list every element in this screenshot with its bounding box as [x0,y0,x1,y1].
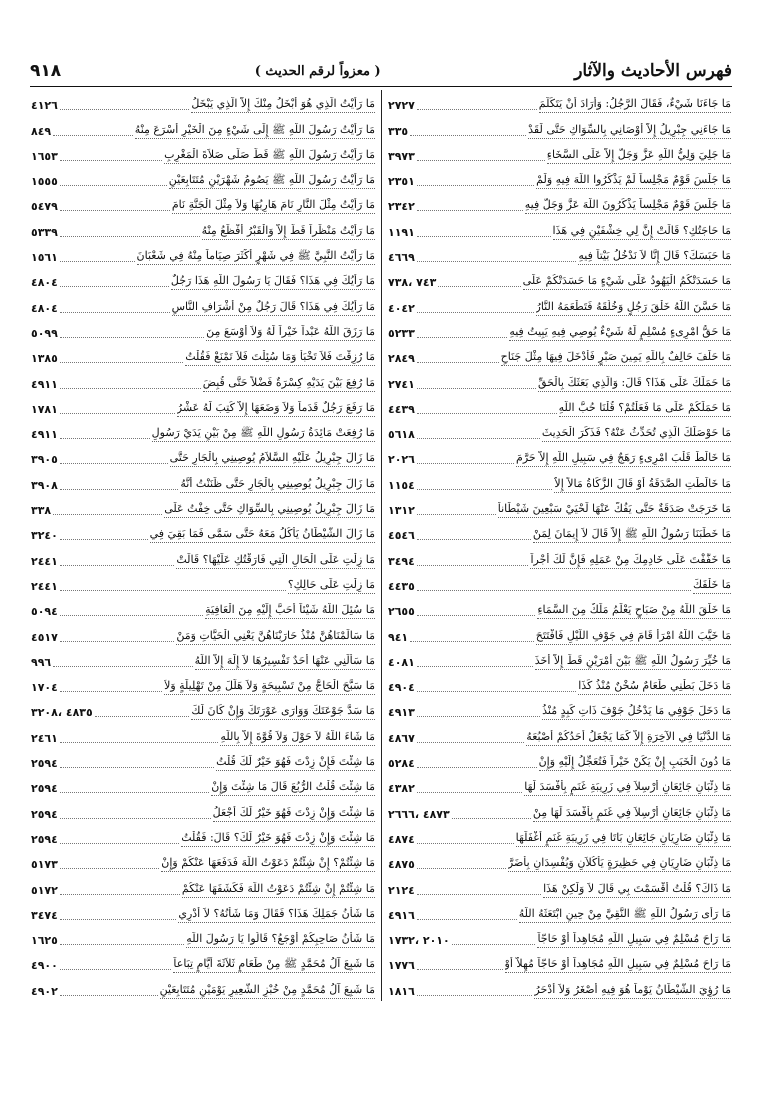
dot-leader [60,236,200,237]
index-entry [382,242,732,267]
hadith-incipit: مَا دَخَلَ جَوْفِي مَا يَدْخُلُ جَوْفَ ذَاتِ كَبِدٍ مُنْذُ [542,704,731,720]
dot-leader [60,489,179,490]
hadith-incipit: مَا حَبَسَكَ؟ قَالَ إِنَّا لاَ نَدْخُلُ بَيْتاً فِيهِ [578,249,731,265]
hadith-incipit: مَا جَلَسَ قَوْمٌ مَجْلِساً يَذْكُرُونَ اللَّهَ عَزَّ وَجَلَّ فِيهِ [525,198,731,214]
hadith-number: ٩٤١ [388,630,409,644]
dot-leader [410,641,534,642]
index-entry [31,343,381,368]
dot-leader [410,135,526,136]
dot-leader [438,286,520,287]
hadith-incipit: مَا رُفِعَتْ مَائِدَةُ رَسُولِ اللَّهِ ﷺ مِنْ بَيْنِ يَدَيْ رَسُولِ [152,426,375,442]
hadith-incipit: مَا رَفَعَ رَجُلٌ قَدَماً وَلاَ وَضَعَهَا إِلاَّ كُتِبَ لَهُ عَشْرُ [177,401,375,417]
hadith-number: ٤٦٦٩ [388,251,415,265]
index-entry [382,444,732,469]
hadith-number: ٢٤٦١ [31,731,58,745]
dot-leader [417,615,535,616]
hadith-number: ١٦٢٥ [31,934,58,948]
dot-leader [417,514,496,515]
hadith-incipit: مَا دَخَلَ بَطْنِي طَعَامٌ سُخْنٌ مُنْذُ كَذَا [578,679,731,695]
index-entry [382,141,732,166]
hadith-number: ٤٥١٧ [31,630,58,644]
dot-leader [60,792,209,793]
hadith-incipit: مَا خَفَّفْتَ عَلَى خَادِمِكَ مِنْ عَمَلِهِ فَإِنَّ لَكَ أَجْراً [530,553,731,569]
hadith-incipit: مَا رَأَيْتُ الَّذِي هُوَ أَبْخَلُ مِنْكَ إِلاَّ الَّذِي يَبْخَلُ [191,97,375,113]
index-entry [382,925,732,950]
index-entry [382,621,732,646]
hadith-incipit: مَا سَبَّحَ الْحَاجُّ مِنْ تَسْبِيحَةٍ وَلاَ هَلَّلَ مِنْ تَهْلِيلَةٍ وَلاَ [164,679,375,695]
index-entry [382,975,732,1000]
index-entry [31,824,381,849]
hadith-incipit: مَا رُفِعَ بَيْنَ يَدَيْهِ كِسْرَةٌ فَضْلاً حَتَّى قُبِضَ [203,376,375,392]
dot-leader [417,539,531,540]
dot-leader [417,792,522,793]
hadith-incipit: مَا ذَاكَ؟ قُلْتُ أَقْسَمْتَ بِي قَالَ لاَ وَلَكِنْ هَذَا [543,882,731,898]
hadith-number: ٣٢٤٠ [31,529,58,543]
hadith-incipit: مَا حَلَفَ حَالِفٌ بِاللَّهِ يَمِينَ صَبْرٍ فَأَدْخَلَ فِيهَا مِثْلَ جَنَاحِ [501,350,731,366]
dot-leader [60,388,201,389]
hadith-number: ١٥٥٥ [31,175,58,189]
hadith-number: ١٧٧٦ [388,959,415,973]
dot-leader [417,185,534,186]
index-entry [31,166,381,191]
index-entry [31,545,381,570]
hadith-number: ٧٤٣ ،٧٣٨ [388,276,437,290]
dot-leader [452,818,531,819]
dot-leader [60,767,214,768]
dot-leader [417,969,503,970]
hadith-incipit: مَا رَزَقَ اللَّهُ عَبْداً خَيْراً لَهُ وَلاَ أَوْسَعَ مِنَ [206,325,375,341]
index-entry [382,292,732,317]
index-entry [31,394,381,419]
dot-leader [417,489,553,490]
hadith-number: ٤٩١٦ [388,908,415,922]
index-entry [382,419,732,444]
dot-leader [95,716,190,717]
index-entry [382,368,732,393]
dot-leader [417,160,545,161]
hadith-incipit: مَا رَأَيْتُ مَنْظَراً قَطُّ إِلاَّ وَالْقَبْرُ أَفْظَعُ مِنْهُ [202,224,375,240]
index-entry [31,748,381,773]
hadith-number: ٢٦٥٥ [388,605,415,619]
index-entry [31,697,381,722]
hadith-number: ١١٥٤ [388,478,415,492]
index-entry [382,596,732,621]
dot-leader [417,843,514,844]
index-entry [31,874,381,899]
hadith-number: ٥٢٣٣ [388,326,415,340]
index-entry [31,495,381,520]
hadith-number: ٤٨٦٧ [388,731,415,745]
index-entry [382,191,732,216]
index-entry [31,216,381,241]
hadith-number: ٤٣٨٢ [388,782,415,796]
hadith-number: ٣٣٥ [388,124,409,138]
hadith-incipit: مَا خُيِّرَ رَسُولُ اللَّهِ ﷺ بَيْنَ أَمْرَيْنِ قَطُّ إِلاَّ أَخَذَ [535,654,731,670]
index-entry [382,950,732,975]
hadith-number: ٤٨٣٥ ،٣٢٠٨ [31,706,93,720]
hadith-incipit: مَا شَأْنُ صَاحِبِكُمْ أَوْجَعُ؟ قَالُوا يَا رَسُولَ اللَّهِ [186,932,375,948]
hadith-number: ٤٨٠٤ [31,276,58,290]
hadith-number: ٣٣٨ [31,504,52,518]
dot-leader [417,337,507,338]
hadith-number: ٢٧٢٧ [388,99,415,113]
dot-leader [60,362,183,363]
dot-leader [60,337,204,338]
dot-leader [60,742,219,743]
hadith-number: ٤٨٠٤ [31,301,58,315]
hadith-incipit: مَا رَأَيْتُ رَسُولَ اللَّهِ ﷺ إِلَى شَيْءٍ مِنَ الْخَيْرِ أَسْرَعَ مِنْهُ [135,123,375,139]
hadith-incipit: مَا الدُّنْيَا فِي الآخِرَةِ إِلاَّ كَمَا يَجْعَلُ أَحَدُكُمْ أُصْبُعَهُ [526,730,731,746]
hadith-incipit: مَا ذِئْبَانِ جَائِعَانِ أُرْسِلاَ فِي غَنَمٍ بِأَفْسَدَ لَهَا مِنْ [533,806,731,822]
hadith-incipit: مَا رَأْيُكَ فِي هَذَا؟ قَالَ رَجُلٌ مِنْ أَشْرَافِ النَّاسِ [172,300,375,316]
index-entry [382,824,732,849]
index-entry [31,520,381,545]
hadith-incipit: مَا ذِئْبَانِ ضَارِيَانِ فِي حَظِيرَةٍ يَأْكُلاَنِ وَيُفْسِدَانِ بِأَضَرَّ [508,856,731,872]
index-entry [31,292,381,317]
index-entry [31,975,381,1000]
hadith-number: ٣٤٩٤ [388,554,415,568]
index-entry [31,571,381,596]
dot-leader [417,109,537,110]
dot-leader [60,868,159,869]
hadith-number: ١٦٥٣ [31,149,58,163]
hadith-incipit: مَا زَالَ الشَّيْطَانُ يَأْكُلُ مَعَهُ حَتَّى سَمَّى فَمَا بَقِيَ فِي [150,527,375,543]
index-entry [31,773,381,798]
hadith-number: ٤٨٧٥ [388,858,415,872]
hadith-incipit: مَا حَمَلَكَ عَلَى هَذَا؟ قَالَ: وَالَّذِي بَعَثَكَ بِالْحَقِّ [538,376,731,392]
index-entry [382,748,732,773]
hadith-incipit: مَا خَلْفَكَ [693,578,731,594]
hadith-incipit: مَا زَالَ جِبْرِيلُ يُوصِينِي بِالْجَارِ حَتَّى ظَنَنْتُ أَنَّهُ [180,477,375,493]
hadith-number: ٤٩٠٠ [31,959,58,973]
hadith-number: ٣٤٧٤ [31,908,58,922]
index-column-right [382,90,732,1001]
hadith-incipit: مَا شَاءَ اللَّهُ لاَ حَوْلَ وَلاَ قُوَّةَ إِلاَّ بِاللَّهِ [220,730,375,746]
hadith-number: ٤٩٠٤ [388,681,415,695]
hadith-incipit: مَا زِلْتِ عَلَى الْحَالِ الَّتِي فَارَقْتُكِ عَلَيْهَا؟ قَالَتْ [176,553,375,569]
dot-leader [60,210,170,211]
hadith-number: ٤٤٣٥ [388,579,415,593]
hadith-incipit: مَا شَبِعَ آلُ مُحَمَّدٍ ﷺ مِنْ طَعَامٍ ثَلاَثَةَ أَيَّامٍ تِبَاعاً [173,957,375,973]
page-header [30,58,732,84]
hadith-number: ٢٣٥١ [388,175,415,189]
dot-leader [417,413,557,414]
dot-leader [417,463,514,464]
dot-leader [417,312,534,313]
hadith-incipit: مَا جَاءَنِي جِبْرِيلُ إِلاَّ أَوْصَانِي بِالسِّوَاكِ حَتَّى لَقَدْ [528,123,731,139]
hadith-number: ١٧٠٤ [31,681,58,695]
dot-leader [60,160,162,161]
hadith-incipit: مَا شَأْنُ جَمَلِكَ هَذَا؟ فَقَالَ وَمَا شَأْنُهُ؟ لاَ أَدْرِي [178,907,375,923]
hadith-number: ٥٦١٨ [388,428,415,442]
hadith-incipit: مَا سَدَّ جَوْعَتَكَ وَوَارَى عَوْرَتَكَ وَإِنْ كَانَ لَكَ [191,704,375,720]
hadith-incipit: مَا سَأَلَنِي عَنْهَا أَحَدٌ تَفْسِيرُهَا لاَ إِلَهَ إِلاَّ اللَّهُ [195,654,375,670]
hadith-number: ٤٠٨١ [388,655,415,669]
hadith-incipit: مَا شِئْتُمْ إِنْ شِئْتُمْ دَعَوْتُ اللَّهَ فَكَشَفَهَا عَنْكُمْ [182,882,375,898]
dot-leader [60,590,286,591]
hadith-number: ٥٢٨٤ [388,757,415,771]
dot-leader [60,615,203,616]
hadith-incipit: مَا جَلَسَ قَوْمٌ مَجْلِساً لَمْ يَذْكُرُوا اللَّهَ فِيهِ وَلَمْ [536,173,731,189]
hadith-incipit: مَا زَالَ جِبْرِيلُ يُوصِينِي بِالسِّوَاكِ حَتَّى خِفْتُ عَلَى [164,502,375,518]
hadith-number: ٥٣٣٩ [31,225,58,239]
dot-leader [60,691,162,692]
index-columns [30,90,732,1001]
dot-leader [417,388,536,389]
hadith-number: ٢٣٤٢ [388,200,415,214]
hadith-number: ٤٩١١ [31,377,58,391]
index-entry [382,469,732,494]
hadith-incipit: مَا رَاحَ مُسْلِمٌ فِي سَبِيلِ اللَّهِ مُجَاهِداً أَوْ حَاجّاً [537,932,731,948]
hadith-incipit: مَا رُؤِيَ الشَّيْطَانُ يَوْماً هُوَ فِيهِ أَصْغَرُ وَلاَ أَدْحَرُ [534,983,731,999]
dot-leader [60,894,180,895]
hadith-incipit: مَا شِئْتَ وَإِنْ زِدْتَ فَهُوَ خَيْرٌ لَكَ أَجْعَلُ [213,806,375,822]
hadith-incipit: مَا حَسَدَتْكُمُ الْيَهُودُ عَلَى شَيْءٍ مَا حَسَدَتْكُمْ عَلَى [523,274,731,290]
hadith-incipit: مَا سَالَمْنَاهُنَّ مُنْذُ حَارَبْنَاهُنَّ يَعْنِي الْحَيَّاتِ وَمَنْ [176,629,375,645]
hadith-number: ١١٩١ [388,225,415,239]
index-entry [382,874,732,899]
index-entry [382,520,732,545]
hadith-number: ٢٥٩٤ [31,757,58,771]
running-subtitle: ( معزواً لرقم الحديث ) [254,63,381,79]
dot-leader [417,236,551,237]
hadith-incipit: مَا رَأَيْتُ النَّبِيَّ ﷺ فِي شَهْرٍ أَكْثَرَ صِيَاماً مِنْهُ فِي شَعْبَانَ [137,249,375,265]
hadith-incipit: مَا حَوْصَلَكَ الَّذِي تُحَدِّثُ عَنْهُ؟ فَذَكَرَ الْحَدِيثَ [542,426,731,442]
index-entry [31,925,381,950]
dot-leader [60,843,179,844]
hadith-number: ١٥٦١ [31,251,58,265]
hadith-incipit: مَا خَطَبَنَا رَسُولُ اللَّهِ ﷺ إِلاَّ قَالَ لاَ إِيمَانَ لِمَنْ [533,527,731,543]
hadith-incipit: مَا حَقُّ امْرِىءٍ مُسْلِمٍ لَهُ شَيْءٌ يُوصِي فِيهِ يَبِيتُ فِيهِ [509,325,731,341]
hadith-incipit: مَا خَالَطَ قَلْبَ امْرِىءٍ رَهَجٌ فِي سَبِيلِ اللَّهِ إِلاَّ حَرَّمَ [516,451,731,467]
hadith-number: ٣٩٠٨ [31,478,58,492]
index-entry [31,849,381,874]
hadith-number: ٥٤٧٩ [31,200,58,214]
hadith-incipit: مَا شِئْتَ فَإِنْ زِدْتَ فَهُوَ خَيْرٌ لَكَ قُلْتُ [216,755,375,771]
dot-leader [417,590,691,591]
hadith-incipit: مَا ذِئْبَانِ ضَارِيَانِ جَائِعَانِ بَاتَا فِي زَرِيبَةِ غَنَمٍ أَغْفَلَهَا [516,831,731,847]
dot-leader [60,919,176,920]
header-rule [30,86,732,87]
column-divider [381,90,382,1001]
index-entry [382,495,732,520]
dot-leader [417,666,533,667]
dot-leader [417,210,523,211]
dot-leader [417,716,540,717]
hadith-number: ٤٥٤٦ [388,529,415,543]
index-entry [382,545,732,570]
hadith-incipit: مَا خَلَقَ اللَّهُ مِنْ صَبَاحٍ يَعْلَمُ مَلَكٌ مِنَ السَّمَاءِ [537,603,731,619]
hadith-number: ١٣٨٥ [31,352,58,366]
hadith-number: ١٧٨١ [31,402,58,416]
index-entry [382,115,732,140]
hadith-number: ٥١٧٢ [31,883,58,897]
dot-leader [53,514,162,515]
index-entry [31,267,381,292]
dot-leader [60,463,168,464]
dot-leader [417,767,537,768]
hadith-number: ٢٠٢٦ [388,453,415,467]
dot-leader [60,565,175,566]
hadith-number: ١٨١٦ [388,984,415,998]
index-entry [382,697,732,722]
hadith-number: ٥١٧٣ [31,858,58,872]
hadith-number: ٤١٢٦ [31,99,58,113]
dot-leader [60,185,167,186]
hadith-incipit: مَا دُونَ الْخَبَبِ إِنْ يَكُنْ خَيْراً فَتُعَجِّلُ إِلَيْهِ وَإِنْ [539,755,731,771]
hadith-incipit: مَا زِلْتِ عَلَى حَالِكِ؟ [288,578,375,594]
index-entry [31,596,381,621]
index-column-left [31,90,381,1001]
hadith-number: ٥٠٩٤ [31,605,58,619]
hadith-incipit: مَا رَأَيْتُ رَسُولَ اللَّهِ ﷺ يَصُومُ شَهْرَيْنِ مُتَتَابِعَيْنِ [169,173,375,189]
index-entry [31,672,381,697]
dot-leader [60,413,175,414]
hadith-number: ٢١٢٤ [388,883,415,897]
dot-leader [60,969,172,970]
hadith-incipit: مَا جَلِيَ وَلِيُّ اللَّهِ عَزَّ وَجَلَّ إِلاَّ عَلَى السَّخَاءِ [547,148,731,164]
hadith-incipit: مَا ذِئْبَانِ جَائِعَانِ أُرْسِلاَ فِي زَرِيبَةِ غَنَمٍ بِأَفْسَدَ لَهَا [524,780,731,796]
index-entry [31,722,381,747]
running-title: فهرس الأحاديث والآثار [574,61,732,81]
hadith-incipit: مَا خَيَّبَ اللَّهُ امْرَأً قَامَ فِي جَوْفِ اللَّيْلِ فَافْتَتَحَ [536,629,731,645]
hadith-number: ٤٩٠٢ [31,984,58,998]
hadith-incipit: مَا خَالَطَتِ الصَّدَقَةُ أَوْ قَالَ الزَّكَاةُ مَالاً إِلاَّ [554,477,731,493]
index-entry [31,318,381,343]
index-entry [31,950,381,975]
index-entry [382,798,732,823]
dot-leader [60,109,189,110]
hadith-number: ٣٩٧٣ [388,149,415,163]
index-entry [31,469,381,494]
index-entry [382,722,732,747]
dot-leader [60,286,169,287]
index-entry [31,115,381,140]
hadith-number: ١٣١٢ [388,504,415,518]
hadith-incipit: مَا حَاجَتُكِ؟ قَالَتْ إِنَّ لِي خِشْفَيْنِ فِي هَذَا [553,224,731,240]
dot-leader [60,312,170,313]
index-entry [31,419,381,444]
dot-leader [417,438,540,439]
index-entry [382,216,732,241]
index-entry [382,900,732,925]
hadith-number: ٢٨٤٩ [388,352,415,366]
dot-leader [60,995,158,996]
hadith-incipit: مَا حَمَلَكُمْ عَلَى مَا فَعَلْتُمْ؟ قُلْنَا حُبُّ اللَّهِ [559,401,731,417]
hadith-number: ٤٨٧٤ [388,832,415,846]
hadith-incipit: مَا رَاحَ مُسْلِمٌ فِي سَبِيلِ اللَّهِ مُجَاهِداً أَوْ حَاجّاً مُهِلاًّ أَوْ [505,957,731,973]
hadith-incipit: مَا خَرَجَتْ صَدَقَةٌ حَتَّى يَفُكَّ عَنْهَا لَحْيَيْ سَبْعِينَ شَيْطَاناً [498,502,731,518]
dot-leader [53,666,192,667]
dot-leader [60,944,184,945]
dot-leader [417,894,541,895]
hadith-number: ٤٤٣٩ [388,402,415,416]
index-entry [31,900,381,925]
dot-leader [53,135,133,136]
index-entry [382,571,732,596]
hadith-number: ٣٩٠٥ [31,453,58,467]
index-entry [382,647,732,672]
dot-leader [417,742,524,743]
dot-leader [417,919,517,920]
hadith-number: ٩٩٦ [31,655,52,669]
hadith-number: ٢٥٩٤ [31,782,58,796]
hadith-number: ٥٠٩٩ [31,326,58,340]
hadith-number: ٨٤٩ [31,124,52,138]
dot-leader [60,539,148,540]
index-entry [382,318,732,343]
dot-leader [417,691,576,692]
index-entry [31,368,381,393]
page-number: ٩١٨ [30,61,62,81]
dot-leader [60,438,150,439]
hadith-incipit: مَا جَاءَنَا شَيْءٌ، فَقَالَ الرَّجُلُ: وَأَرَادَ أَنْ يَتَكَلَّمَ [539,97,731,113]
index-entry [31,90,381,115]
index-entry [31,242,381,267]
dot-leader [417,565,529,566]
dot-leader [417,362,499,363]
hadith-incipit: مَا حَسَّنَ اللَّهُ خَلْقَ رَجُلٍ وَخُلُقَهُ فَتَطْعَمَهُ النَّارُ [536,300,731,316]
hadith-incipit: مَا سُئِلَ اللَّهُ شَيْئاً أَحَبَّ إِلَيْهِ مِنَ الْعَافِيَةِ [205,603,375,619]
hadith-number: ٤٩١١ [31,428,58,442]
index-entry [31,647,381,672]
index-entry [382,343,732,368]
index-entry [382,773,732,798]
hadith-incipit: مَا شِئْتَ وَإِنْ زِدْتَ فَهُوَ خَيْرٌ لَكَ؟ قَالَ: فَقُلْتُ [181,831,375,847]
index-entry [31,798,381,823]
hadith-number: ٢٧٤١ [388,377,415,391]
index-entry [382,267,732,292]
hadith-incipit: مَا شِئْتُمْ؟ إِنْ شِئْتُمْ دَعَوْتُ اللَّهَ فَدَفَعَهَا عَنْكُمْ وَإِنْ [161,856,375,872]
dot-leader [417,995,533,996]
hadith-number: ٢٥٩٤ [31,807,58,821]
hadith-number: ٤٩١٣ [388,706,415,720]
hadith-number: ٢٠١٠ ،١٧٣٢ [388,934,450,948]
dot-leader [417,868,506,869]
hadith-incipit: مَا زَالَ جِبْرِيلُ عَلَيْهِ السَّلاَمُ يُوصِينِي بِالْجَارِ حَتَّى [170,451,375,467]
hadith-number: ٢٥٩٤ [31,832,58,846]
hadith-incipit: مَا شَبِعَ آلُ مُحَمَّدٍ مِنْ خُبْزِ الشَّعِيرِ يَوْمَيْنِ مُتَتَابِعَيْنِ [160,983,375,999]
hadith-incipit: مَا رَأَيْتُ رَسُولَ اللَّهِ ﷺ قَطُّ صَلَّى صَلاَةَ الْمَغْرِبِ [164,148,375,164]
index-entry [382,672,732,697]
dot-leader [60,818,211,819]
hadith-number: ٢٤٤١ [31,579,58,593]
hadith-incipit: مَا رَأَى رَسُولُ اللَّهِ ﷺ النَّقِيَّ مِنْ حِينِ ابْتَعَثَهُ اللَّهُ [519,907,731,923]
hadith-number: ٢٤٤١ [31,554,58,568]
index-entry [31,621,381,646]
hadith-incipit: مَا رُزِقْتَ فَلاَ تَخْبَأْ وَمَا سُئِلْتَ فَلاَ تَمْنَعْ فَقُلْتُ [185,350,375,366]
dot-leader [60,641,174,642]
index-entry [382,166,732,191]
index-entry [31,141,381,166]
hadith-incipit: مَا رَأَيْتُ مِثْلَ النَّارِ نَامَ هَارِبُهَا وَلاَ مِثْلَ الْجَنَّةِ نَامَ [172,198,375,214]
hadith-number: ٤٨٧٣ ،٢٦٦٦ [388,807,450,821]
hadith-incipit: مَا شِئْتَ قُلْتُ الرُّبُعَ قَالَ مَا شِئْتَ وَإِنْ [211,780,375,796]
index-entry [382,90,732,115]
index-entry [31,191,381,216]
index-entry [31,444,381,469]
index-page [30,58,732,1001]
dot-leader [417,261,577,262]
index-entry [382,394,732,419]
hadith-number: ٤٠٤٢ [388,301,415,315]
dot-leader [452,944,536,945]
hadith-incipit: مَا رَأْيُكَ فِي هَذَا؟ فَقَالَ يَا رَسُولَ اللَّهِ هَذَا رَجُلٌ [171,274,375,290]
index-entry [382,849,732,874]
dot-leader [60,261,135,262]
